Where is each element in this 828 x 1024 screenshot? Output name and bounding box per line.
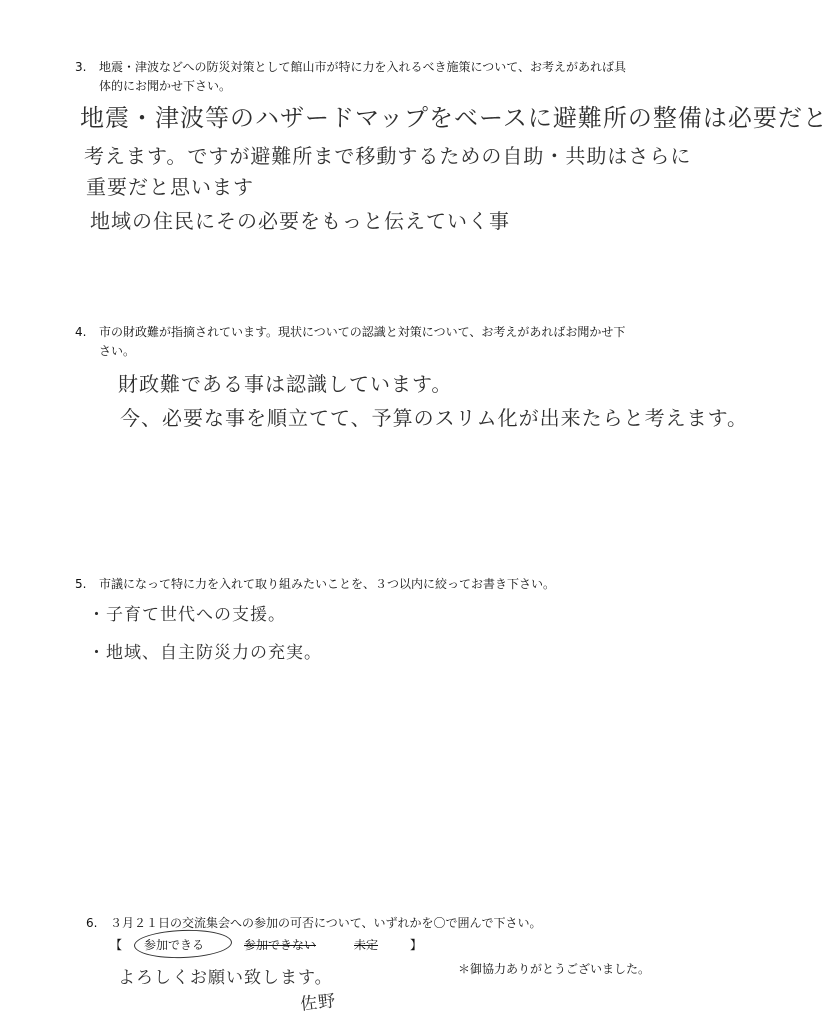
option-attend[interactable]: 参加できる — [144, 936, 204, 953]
answer-5-item1: ・子育て世代への支援。 — [88, 605, 286, 625]
answer-3-line2: 考えます。ですが避難所まで移動するための自助・共助はさらに — [84, 144, 692, 168]
question-3-text-line1: 地震・津波などへの防災対策として館山市が特に力を入れるべき施策について、お考えがあれば具 — [99, 60, 627, 74]
bracket-open: 【 — [110, 938, 123, 952]
question-6-text: ３月２１日の交流集会への参加の可否について、いずれかを〇で囲んで下さい。 — [110, 916, 542, 930]
question-4 — [75, 323, 695, 363]
signature: 佐野 — [299, 991, 338, 1015]
answer-4-line1: 財政難である事は認識しています。 — [118, 372, 453, 396]
question-5 — [75, 575, 695, 595]
option-undecided[interactable]: 未定 — [354, 938, 379, 952]
answer-6-note: よろしくお願い致します。 — [118, 968, 333, 988]
answer-3-line1: 地震・津波等のハザードマップをベースに避難所の整備は必要だと — [80, 104, 828, 132]
question-6-number: 6. — [86, 916, 98, 930]
answer-3-line3: 重要だと思います — [86, 175, 254, 199]
answer-4-line2: 今、必要な事を順立てて、予算のスリム化が出来たらと考えます。 — [120, 406, 748, 430]
thanks-note: ＊御協力ありがとうございました。 — [458, 962, 651, 976]
answer-5-item2: ・地域、自主防災力の充実。 — [88, 643, 322, 663]
question-4-text-line1: 市の財政難が指摘されています。現状についての認識と対策について、お考えがあればお聞かせ下 — [99, 325, 626, 339]
bracket-close: 】 — [410, 938, 423, 952]
question-4-text-line2: さい。 — [99, 344, 136, 358]
question-5-text: 市議になって特に力を入れて取り組みたいことを、３つ以内に絞ってお書き下さい。 — [99, 577, 556, 591]
option-not-attend[interactable]: 参加できない — [244, 938, 317, 952]
question-3-number: 3. — [75, 60, 87, 74]
question-5-number: 5. — [75, 577, 87, 591]
question-3-text-line2: 体的にお聞かせ下さい。 — [99, 79, 232, 93]
question-3 — [75, 58, 695, 98]
question-4-number: 4. — [75, 325, 87, 339]
answer-3-line4: 地域の住民にその必要をもっと伝えていく事 — [90, 209, 510, 233]
